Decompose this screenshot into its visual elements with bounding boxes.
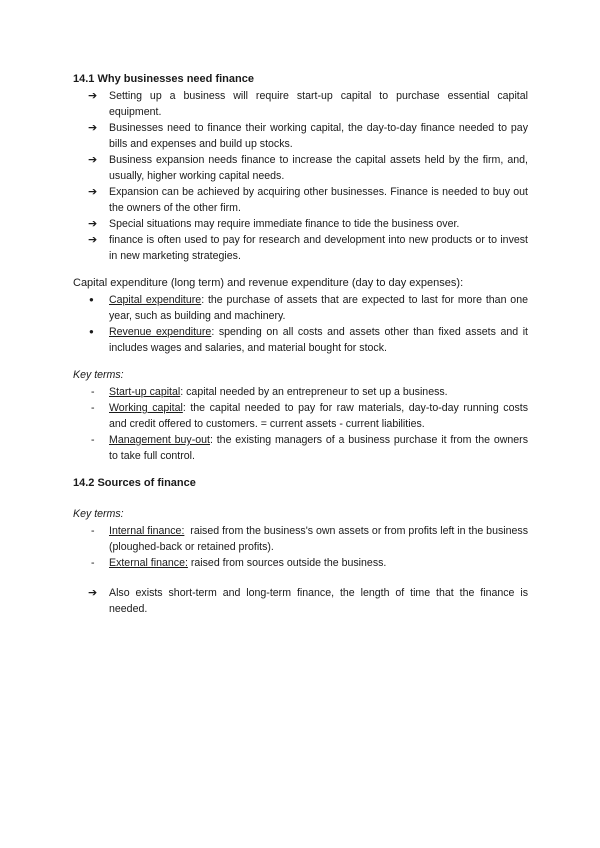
bullet-icon: ● bbox=[89, 327, 94, 336]
arrow-icon: ➔ bbox=[88, 154, 98, 166]
list-item: - Internal finance: raised from the business's own assets or from profits left in the business (ploughed-back or retained profits). bbox=[91, 525, 531, 553]
arrow-icon: ➔ bbox=[88, 218, 98, 230]
key-terms-list bbox=[73, 523, 531, 571]
section-heading: 14.1 Why businesses need finance bbox=[73, 73, 254, 85]
dash-marker: - bbox=[91, 434, 95, 446]
term: Revenue expenditure bbox=[109, 326, 212, 338]
reasons-list bbox=[73, 88, 528, 264]
term: Working capital bbox=[109, 402, 183, 414]
key-terms-list bbox=[73, 384, 528, 464]
key-terms-label: Key terms: bbox=[73, 508, 124, 520]
term: External finance: bbox=[109, 557, 188, 569]
list-item: - External finance: raised from sources outside the business. bbox=[91, 557, 387, 569]
expenditure-list bbox=[73, 292, 528, 356]
term: Capital expenditure bbox=[109, 294, 202, 306]
section-heading: 14.2 Sources of finance bbox=[73, 477, 196, 489]
list-item: ➔ finance is often used to pay for research and development into new products or to invest in new marketing strategies. bbox=[88, 234, 528, 262]
list-item: - Start-up capital: capital needed by an entrepreneur to set up a business. bbox=[91, 386, 448, 398]
list-item: ➔ Setting up a business will require start-up capital to purchase essential capital equipment. bbox=[88, 90, 528, 118]
section-heading: Capital expenditure (long term) and revenue expenditure (day to day expenses): bbox=[73, 277, 464, 289]
dash-marker: - bbox=[91, 525, 95, 537]
term: Management buy-out bbox=[109, 434, 210, 446]
list-item: ➔ Also exists short-term and long-term finance, the length of time that the finance is needed. bbox=[88, 587, 528, 615]
term: Start-up capital bbox=[109, 386, 181, 398]
list-item: ● Capital expenditure: the purchase of assets that are expected to last for more than one year, such as building and machinery. bbox=[89, 294, 528, 322]
bullet-icon: ● bbox=[89, 295, 94, 304]
finance-note-list bbox=[73, 585, 528, 617]
section-capital-revenue bbox=[73, 275, 528, 356]
section-why-finance bbox=[73, 71, 528, 264]
arrow-icon: ➔ bbox=[88, 122, 98, 134]
section-key-terms bbox=[73, 367, 528, 464]
list-item: - Working capital: the capital needed to pay for raw materials, day-to-day running costs and credit offered to customers. = current assets - current liabilities. bbox=[91, 402, 528, 430]
list-item: ➔ Businesses need to finance their working capital, the day-to-day finance needed to pay bills and expenses and build up stocks. bbox=[88, 122, 528, 150]
document-page bbox=[73, 71, 531, 628]
arrow-icon: ➔ bbox=[88, 90, 98, 102]
section-sources-finance bbox=[73, 475, 531, 617]
arrow-icon: ➔ bbox=[88, 234, 98, 246]
list-item: ➔ Business expansion needs finance to increase the capital assets held by the firm, and, usually, higher working capital needs. bbox=[88, 154, 528, 182]
list-item: ➔ Expansion can be achieved by acquiring other businesses. Finance is needed to buy out the owners of the other firm. bbox=[88, 186, 528, 214]
dash-marker: - bbox=[91, 402, 95, 414]
arrow-icon: ➔ bbox=[88, 587, 98, 599]
dash-marker: - bbox=[91, 557, 95, 569]
dash-marker: - bbox=[91, 386, 95, 398]
list-item: ● Revenue expenditure: spending on all costs and assets other than fixed assets and it includes wages and salaries, and material bought for stock. bbox=[89, 326, 528, 354]
key-terms-label: Key terms: bbox=[73, 369, 124, 381]
arrow-icon: ➔ bbox=[88, 186, 98, 198]
list-item: ➔ Special situations may require immediate finance to tide the business over. bbox=[88, 218, 460, 230]
term: Internal finance: bbox=[109, 525, 185, 537]
list-item: - Management buy-out: the existing managers of a business purchase it from the owners to take full control. bbox=[91, 434, 528, 462]
